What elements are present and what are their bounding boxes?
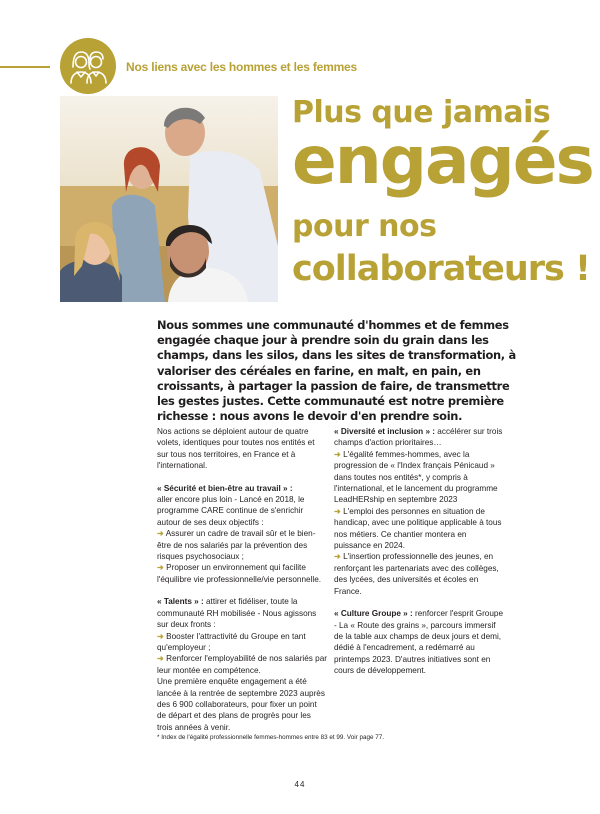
headline-line-3: pour nos <box>292 209 437 244</box>
footnote: * Index de l'égalité professionnelle femmes-hommes entre 83 et 99. Voir page 77. <box>157 734 384 741</box>
headline-line-2: engagés <box>292 122 593 199</box>
right-column <box>334 426 504 688</box>
talents-bullet-2: Renforcer l'employabilité de nos salariés par leur montée en compétence. <box>157 654 327 675</box>
securite-bullet-1: Assurer un cadre de travail sûr et le bien-être de nos salariés par la prévention des risques psychosociaux ; <box>157 529 316 562</box>
arrow-icon: ➜ <box>157 563 164 573</box>
talents-title: « Talents » : <box>157 597 204 607</box>
section-title: Nos liens avec les hommes et les femmes <box>126 60 357 74</box>
headline-line-4: collaborateurs ! <box>292 249 591 289</box>
page-number: 44 <box>294 780 306 789</box>
arrow-icon: ➜ <box>334 506 341 516</box>
intro-paragraph: Nous sommes une communauté d'hommes et de femmes engagée chaque jour à prendre soin du grain dans les champs, dans les silos, dans les sites de transformation, à valoriser des céréales en farine, en malt, en pain, en croissants, à partager la passion de faire, de transmettre les gestes justes. Cette communauté est notre première richesse : nous avons le devoir d'en prendre soin. <box>157 318 516 424</box>
culture-text: renforcer l'esprit Groupe - La « Route des grains », parcours immersif de la table aux champs de deux jours et demi, dédié à l'encadrement, a redémarré au printemps 2023. D'autres initiatives sont en cours de développement. <box>334 609 504 676</box>
arrow-icon: ➜ <box>157 631 164 641</box>
securite-title: « Sécurité et bien-être au travail » : <box>157 483 293 493</box>
diversite-bullet-2: L'emploi des personnes en situation de handicap, avec une politique applicable à tous nos métiers. Ce chantier montera en puissance en 2024. <box>334 506 502 551</box>
securite-block <box>157 483 327 586</box>
arrow-icon: ➜ <box>334 552 341 562</box>
culture-block <box>334 608 504 676</box>
left-column <box>157 426 327 744</box>
headline-line-1: Plus que jamais <box>292 95 551 130</box>
people-icon <box>60 38 116 94</box>
arrow-icon: ➜ <box>334 449 341 459</box>
culture-title: « Culture Groupe » : <box>334 609 413 619</box>
talents-bullet-1: Booster l'attractivité du Groupe en tant qu'employeur ; <box>157 631 306 652</box>
diversite-block <box>334 426 504 597</box>
diversite-title: « Diversité et inclusion » : <box>334 427 436 436</box>
talents-text-2: Une première enquête engagement a été lancée à la rentrée de septembre 2023 auprès des 6 900 collaborateurs, pour fixer un point de départ et des plans de progrès pour les trois années à venir. <box>157 677 325 732</box>
talents-block <box>157 596 327 733</box>
arrow-icon: ➜ <box>157 529 164 539</box>
securite-bullet-2: Proposer un environnement qui facilite l'équilibre vie professionnelle/vie personnelle. <box>157 563 322 584</box>
securite-text: aller encore plus loin - Lancé en 2018, le programme CARE continue de s'enrichir autour de ses deux objectifs : <box>157 495 305 527</box>
team-photo <box>60 96 278 302</box>
diversite-bullet-3: L'insertion professionnelle des jeunes, en renforçant les partenariats avec des collèges, des lycées, des universités et écoles en France. <box>334 552 499 596</box>
diversite-bullet-1: L'égalité femmes-hommes, avec la progression de « l'Index français Pénicaud » dans toutes nos entités*, y compris à l'international, et le lancement du programme LeadHERship en septembre 2023 <box>334 449 498 505</box>
arrow-icon: ➜ <box>157 654 164 664</box>
header-rule <box>0 66 50 68</box>
talents-text: attirer et fidéliser, toute la communauté RH mobilisée - Nous agissons sur deux fronts : <box>157 597 317 630</box>
overview-paragraph: Nos actions se déploient autour de quatre volets, identiques pour toutes nos entités et sur tous nos territoires, en France et à l'international. <box>157 427 315 471</box>
diversite-text: accélérer sur trois champs d'action prioritaires… <box>334 427 503 448</box>
